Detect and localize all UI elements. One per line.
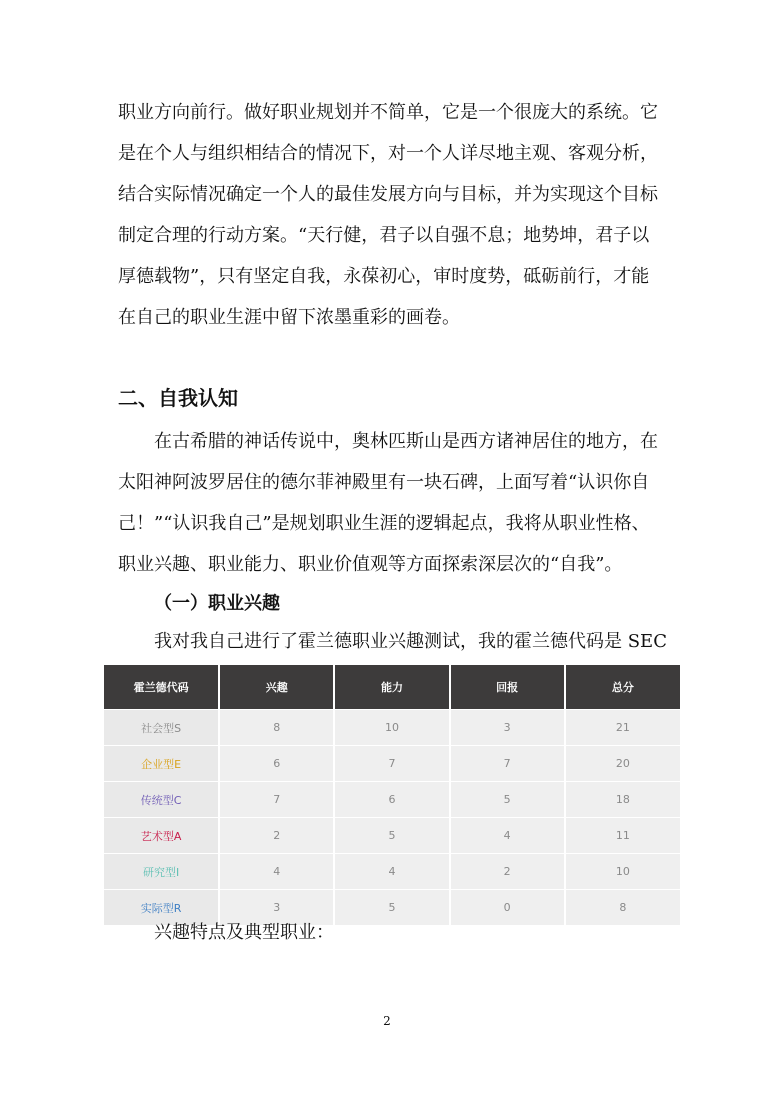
text-line: 职业兴趣、职业能力、职业价值观等方面探索深层次的“自我”。 [118, 554, 623, 575]
table-row [104, 746, 680, 782]
score-cell: 3 [450, 710, 565, 746]
score-cell: 11 [565, 818, 680, 854]
score-cell: 6 [219, 746, 334, 782]
table-row [104, 818, 680, 854]
subsection-heading-career-interest: （一）职业兴趣 [154, 593, 280, 614]
page-number: 2 [383, 1014, 391, 1028]
score-cell: 21 [565, 710, 680, 746]
score-cell: 5 [450, 782, 565, 818]
score-cell: 7 [450, 746, 565, 782]
holland-code-table [104, 665, 680, 926]
holland-code-cell: 艺术型A [104, 818, 219, 854]
score-cell: 3 [219, 890, 334, 926]
score-cell: 4 [450, 818, 565, 854]
column-header: 能力 [334, 665, 449, 710]
score-cell: 0 [450, 890, 565, 926]
score-cell: 5 [334, 890, 449, 926]
column-header: 总分 [565, 665, 680, 710]
text-line: 兴趣特点及典型职业： [154, 922, 334, 943]
score-cell: 5 [334, 818, 449, 854]
text-line: 己！”“认识我自己”是规划职业生涯的逻辑起点，我将从职业性格、 [118, 513, 650, 534]
table-row [104, 854, 680, 890]
text-line: 太阳神阿波罗居住的德尔菲神殿里有一块石碑，上面写着“认识你自 [118, 472, 650, 493]
text-line: 在古希腊的神话传说中，奥林匹斯山是西方诸神居住的地方，在 [154, 431, 658, 452]
score-cell: 8 [565, 890, 680, 926]
score-cell: 4 [219, 854, 334, 890]
paragraph-interest-traits [118, 912, 658, 953]
score-cell: 7 [219, 782, 334, 818]
text-line: 我对我自己进行了霍兰德职业兴趣测试，我的霍兰德代码是 SEC [154, 631, 667, 652]
text-line: 职业方向前行。做好职业规划并不简单，它是一个很庞大的系统。它 [118, 102, 658, 123]
score-cell: 18 [565, 782, 680, 818]
table-row [104, 782, 680, 818]
score-cell: 2 [450, 854, 565, 890]
column-header: 霍兰德代码 [104, 665, 219, 710]
holland-code-cell: 传统型C [104, 782, 219, 818]
score-cell: 20 [565, 746, 680, 782]
holland-code-cell: 实际型R [104, 890, 219, 926]
holland-code-cell: 社会型S [104, 710, 219, 746]
score-cell: 4 [334, 854, 449, 890]
text-line: 结合实际情况确定一个人的最佳发展方向与目标，并为实现这个目标 [118, 184, 658, 205]
holland-code-cell: 研究型I [104, 854, 219, 890]
score-cell: 10 [565, 854, 680, 890]
holland-code-cell: 企业型E [104, 746, 219, 782]
section-heading-self-awareness: 二、自我认知 [118, 386, 238, 410]
column-header: 兴趣 [219, 665, 334, 710]
table-header-row [104, 665, 680, 710]
score-cell: 7 [334, 746, 449, 782]
score-cell: 2 [219, 818, 334, 854]
table-row [104, 710, 680, 746]
text-line: 在自己的职业生涯中留下浓墨重彩的画卷。 [118, 307, 460, 328]
score-cell: 10 [334, 710, 449, 746]
text-line: 是在个人与组织相结合的情况下，对一个人详尽地主观、客观分析， [118, 143, 658, 164]
score-cell: 8 [219, 710, 334, 746]
paragraph-career-planning [118, 92, 658, 338]
text-line: 厚德载物”，只有坚定自我，永葆初心，审时度势，砥砺前行，才能 [118, 266, 650, 287]
paragraph-greek-myth [118, 421, 658, 585]
text-line: 制定合理的行动方案。“天行健，君子以自强不息；地势坤，君子以 [118, 225, 650, 246]
score-cell: 6 [334, 782, 449, 818]
column-header: 回报 [450, 665, 565, 710]
paragraph-holland-test [118, 621, 667, 662]
